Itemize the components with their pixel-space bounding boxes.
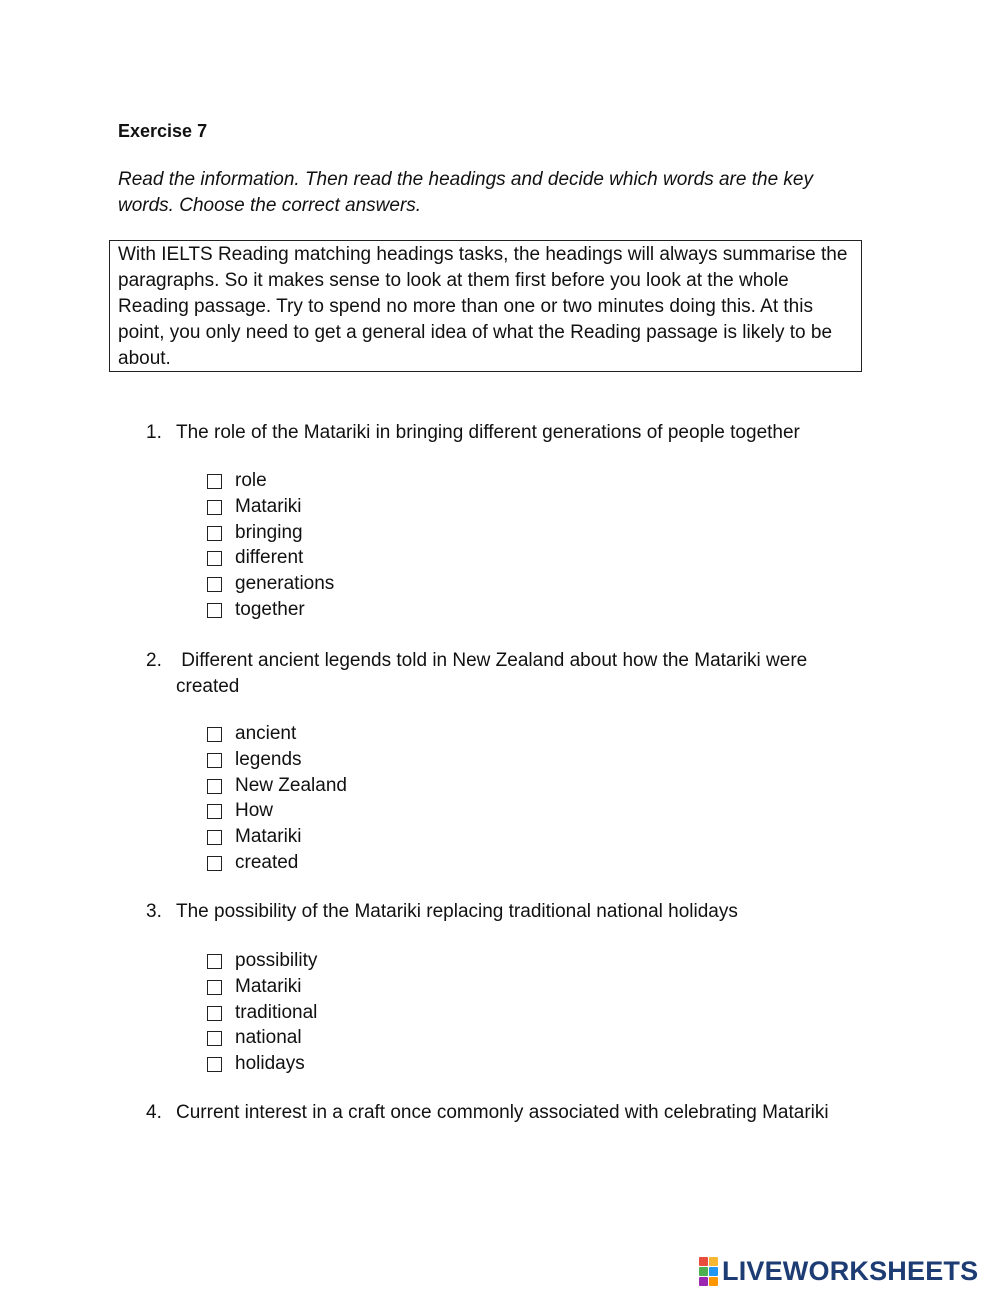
option-label: Matariki (235, 495, 302, 517)
checkbox-icon[interactable] (207, 856, 222, 871)
exercise-title: Exercise 7 (118, 121, 208, 141)
question-4 (146, 1100, 866, 1126)
question-1 (146, 420, 866, 446)
checkbox-icon[interactable] (207, 526, 222, 541)
checkbox-icon[interactable] (207, 1006, 222, 1021)
question-text: The possibility of the Matariki replacing traditional national holidays (176, 901, 738, 922)
option-label: created (235, 851, 299, 873)
question-number: 2. (146, 650, 162, 671)
option-item[interactable] (206, 520, 334, 546)
question-number: 1. (146, 422, 162, 443)
option-item[interactable] (206, 545, 334, 571)
checkbox-icon[interactable] (207, 603, 222, 618)
option-item[interactable] (206, 824, 347, 850)
option-label: holidays (235, 1053, 305, 1075)
option-item[interactable] (206, 974, 317, 1000)
option-item[interactable] (206, 721, 347, 747)
checkbox-icon[interactable] (207, 727, 222, 742)
option-label: together (235, 598, 305, 620)
option-label: Matariki (235, 826, 302, 848)
option-label: New Zealand (235, 774, 347, 796)
option-label: generations (235, 573, 335, 595)
question-2 (146, 648, 866, 699)
checkbox-icon[interactable] (207, 577, 222, 592)
logo-square (709, 1257, 718, 1266)
info-text: With IELTS Reading matching headings tasks, the headings will always summarise the paragraphs. So it makes sense to look at them first before you look at the whole Reading passage. Try to spend no more than one or two minutes doing this. At this point, you only need to get a general idea of what the Reading passage is likely to be about. (118, 244, 848, 369)
question-3-options (206, 948, 317, 1077)
question-2-options (206, 721, 347, 876)
checkbox-icon[interactable] (207, 830, 222, 845)
question-text: Different ancient legends told in New Zealand about how the Matariki were created (176, 650, 813, 697)
option-item[interactable] (206, 747, 347, 773)
question-number: 4. (146, 1102, 162, 1123)
question-number: 3. (146, 901, 162, 922)
checkbox-icon[interactable] (207, 804, 222, 819)
option-item[interactable] (206, 948, 317, 974)
option-item[interactable] (206, 798, 347, 824)
option-item[interactable] (206, 850, 347, 876)
option-item[interactable] (206, 1051, 317, 1077)
option-item[interactable] (206, 571, 334, 597)
checkbox-icon[interactable] (207, 474, 222, 489)
option-item[interactable] (206, 1025, 317, 1051)
checkbox-icon[interactable] (207, 1057, 222, 1072)
checkbox-icon[interactable] (207, 954, 222, 969)
checkbox-icon[interactable] (207, 779, 222, 794)
question-3 (146, 899, 866, 925)
checkbox-icon[interactable] (207, 753, 222, 768)
option-label: ancient (235, 723, 297, 744)
option-label: Matariki (235, 975, 302, 997)
option-label: possibility (235, 950, 318, 971)
liveworksheets-logo (699, 1257, 978, 1285)
option-item[interactable] (206, 597, 334, 623)
option-label: different (235, 547, 304, 569)
option-item[interactable] (206, 773, 347, 799)
instructions: Read the information. Then read the headings and decide which words are the key words. Choose the correct answers. (118, 169, 813, 216)
logo-square (709, 1277, 718, 1286)
logo-square (699, 1277, 708, 1286)
option-item[interactable] (206, 1000, 317, 1026)
question-1-options (206, 468, 334, 623)
logo-square (699, 1267, 708, 1276)
question-text: The role of the Matariki in bringing different generations of people together (176, 422, 800, 443)
question-text: Current interest in a craft once commonly associated with celebrating Matariki (176, 1102, 829, 1123)
option-item[interactable] (206, 494, 334, 520)
logo-square (709, 1267, 718, 1276)
option-label: How (235, 800, 274, 822)
logo-icon (699, 1257, 718, 1286)
checkbox-icon[interactable] (207, 551, 222, 566)
option-item[interactable] (206, 468, 334, 494)
option-label: traditional (235, 1001, 318, 1023)
checkbox-icon[interactable] (207, 1031, 222, 1046)
checkbox-icon[interactable] (207, 500, 222, 515)
option-label: legends (235, 748, 302, 770)
logo-square (699, 1257, 708, 1266)
option-label: role (235, 470, 267, 491)
logo-text: LIVEWORKSHEETS (722, 1256, 979, 1286)
option-label: national (235, 1027, 302, 1049)
option-label: bringing (235, 521, 303, 543)
info-box (109, 240, 862, 372)
checkbox-icon[interactable] (207, 980, 222, 995)
